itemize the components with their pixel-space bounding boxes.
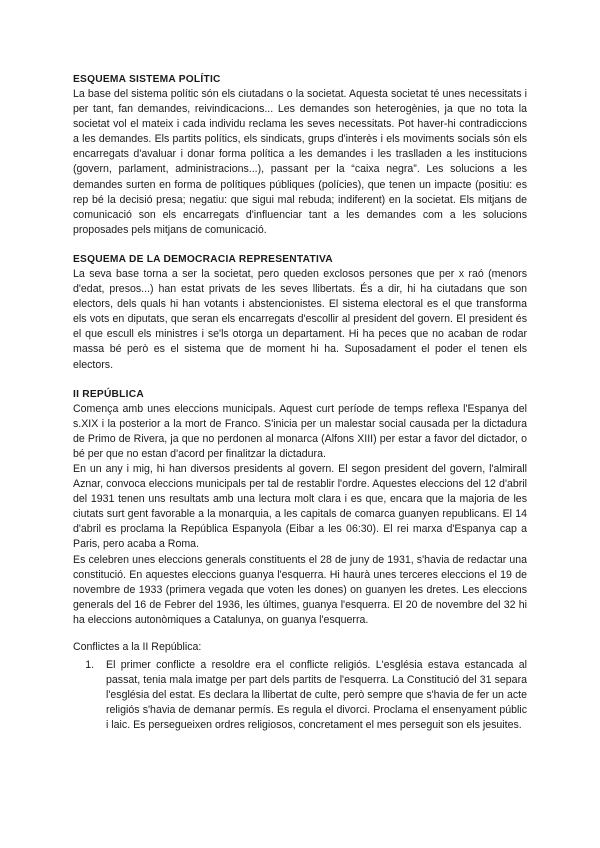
section-paragraph: En un any i mig, hi han diversos presidents al govern. El segon president del govern, l'almirall Aznar, convoca eleccions municipals per tal de restablir l'ordre. Aquestes eleccions del 12 d'abril del 1931 tenen uns resultats amb una lectura molt clara i es que, encara que la majoria de les ciutats surt gent favorable a la monarquia, a les capitals de comarca guanyen republicans. El 14 d'abril es proclama la República Espanyola (Eibar a les 06:30). El rei marxa d'Espanya cap a Paris, pero acaba a Roma.: [73, 462, 527, 551]
section-heading: ESQUEMA SISTEMA POLÍTIC: [73, 74, 221, 85]
section-paragraph: La base del sistema polític són els ciutadans o la societat. Aquesta societat té unes necessitats i per tant, fan demandes, reivindicacions... Les demandes son heterogènies, ja que no tota la societat vol el mateix i cada individu reclama les seves necessitats. Pot haver-hi contradiccions a les demandes. Els partits polítics, els sindicats, grups d'interès i els moviments socials són els encarregats d'avaluar i donar forma política a les demandes i les traslladen a les institucions (govern, parlament, administracions...), passant per la “caixa negra”. Les solucions a les demandes surten en forma de polítiques públiques (polícies), que tenen un impacte (positiu: es rep bé la decisió presa; negatiu: que sigui mal rebuda; indiferent) en la societat. Els mitjans de comunicació son els encarregats d'influenciar tant a les demandes com a les solucions proposades pels mitjans de comunicació.: [73, 88, 527, 236]
section-heading: II REPÚBLICA: [73, 388, 144, 400]
conflicts-title: Conflictes a la II República:: [73, 641, 202, 653]
section-sistema-politic: [73, 72, 527, 238]
list-item: 1. El primer conflicte a resoldre era el conflicte religiós. L'església estava estancada al passat, tenia mala imatge per part dels partits de l'esquerra. La Constitució del 31 separa l'església del estat. Es declara la llibertat de culte, però sempre que s'havia de fer un acte religiós s'havia de demanar permís. Es regula el divorci. Proclama el ensenyament públic i laic. Es persegueixen ordres religiosos, concretament el mes perseguit son els jesuites.: [97, 658, 527, 733]
section-heading: ESQUEMA DE LA DEMOCRACIA REPRESENTATIVA: [73, 253, 333, 265]
section-paragraph: Es celebren unes eleccions generals constituents el 28 de juny de 1931, s'havia de redactar una constitució. En aquestes eleccions guanya l'esquerra. Hi haurà unes terceres eleccions el 19 de novembre de 1933 (primera vegada que voten les dones) on guanyen les dretes. Les eleccions generals del 16 de Febrer del 1936, les últimes, guanya l'esquerra. El 20 de novembre del 32 hi ha eleccions autonòmiques a Catalunya, on guanya l'esquerra.: [73, 553, 527, 626]
conflicts-section: [73, 640, 527, 734]
section-paragraph: Comença amb unes eleccions municipals. Aquest curt període de temps reflexa l'Espanya del s.XIX i la posterior a la mort de Franco. S'inicia per un malestar social causada per la dictadura de Primo de Rivera, ja que no perdonen al monarca (Alfons XIII) per estar a favor del dictador, o bé per que no estan d'acord per finalitzar la dictadura.: [73, 402, 527, 460]
section-democracia-representativa: [73, 252, 527, 373]
section-paragraph: La seva base torna a ser la societat, pero queden exclosos persones que per x raó (menors d'edat, presos...) han estat privats de les seves llibertats. És a dir, hi ha ciutadans que son electors, dels quals hi han votants i abstencionistes. El sistema electoral es el que transforma els vots en diputats, que seran els encarregats d'escollir al president del govern. El president és el que escull els ministres i se'ls otorga un departament. Hi ha peces que no acaban de rodar massa bé però es el sistema que de moment hi ha. Suposadament el poder el tenen els electors.: [73, 267, 527, 371]
section-ii-republica: [73, 387, 527, 628]
conflicts-list: [73, 658, 527, 733]
